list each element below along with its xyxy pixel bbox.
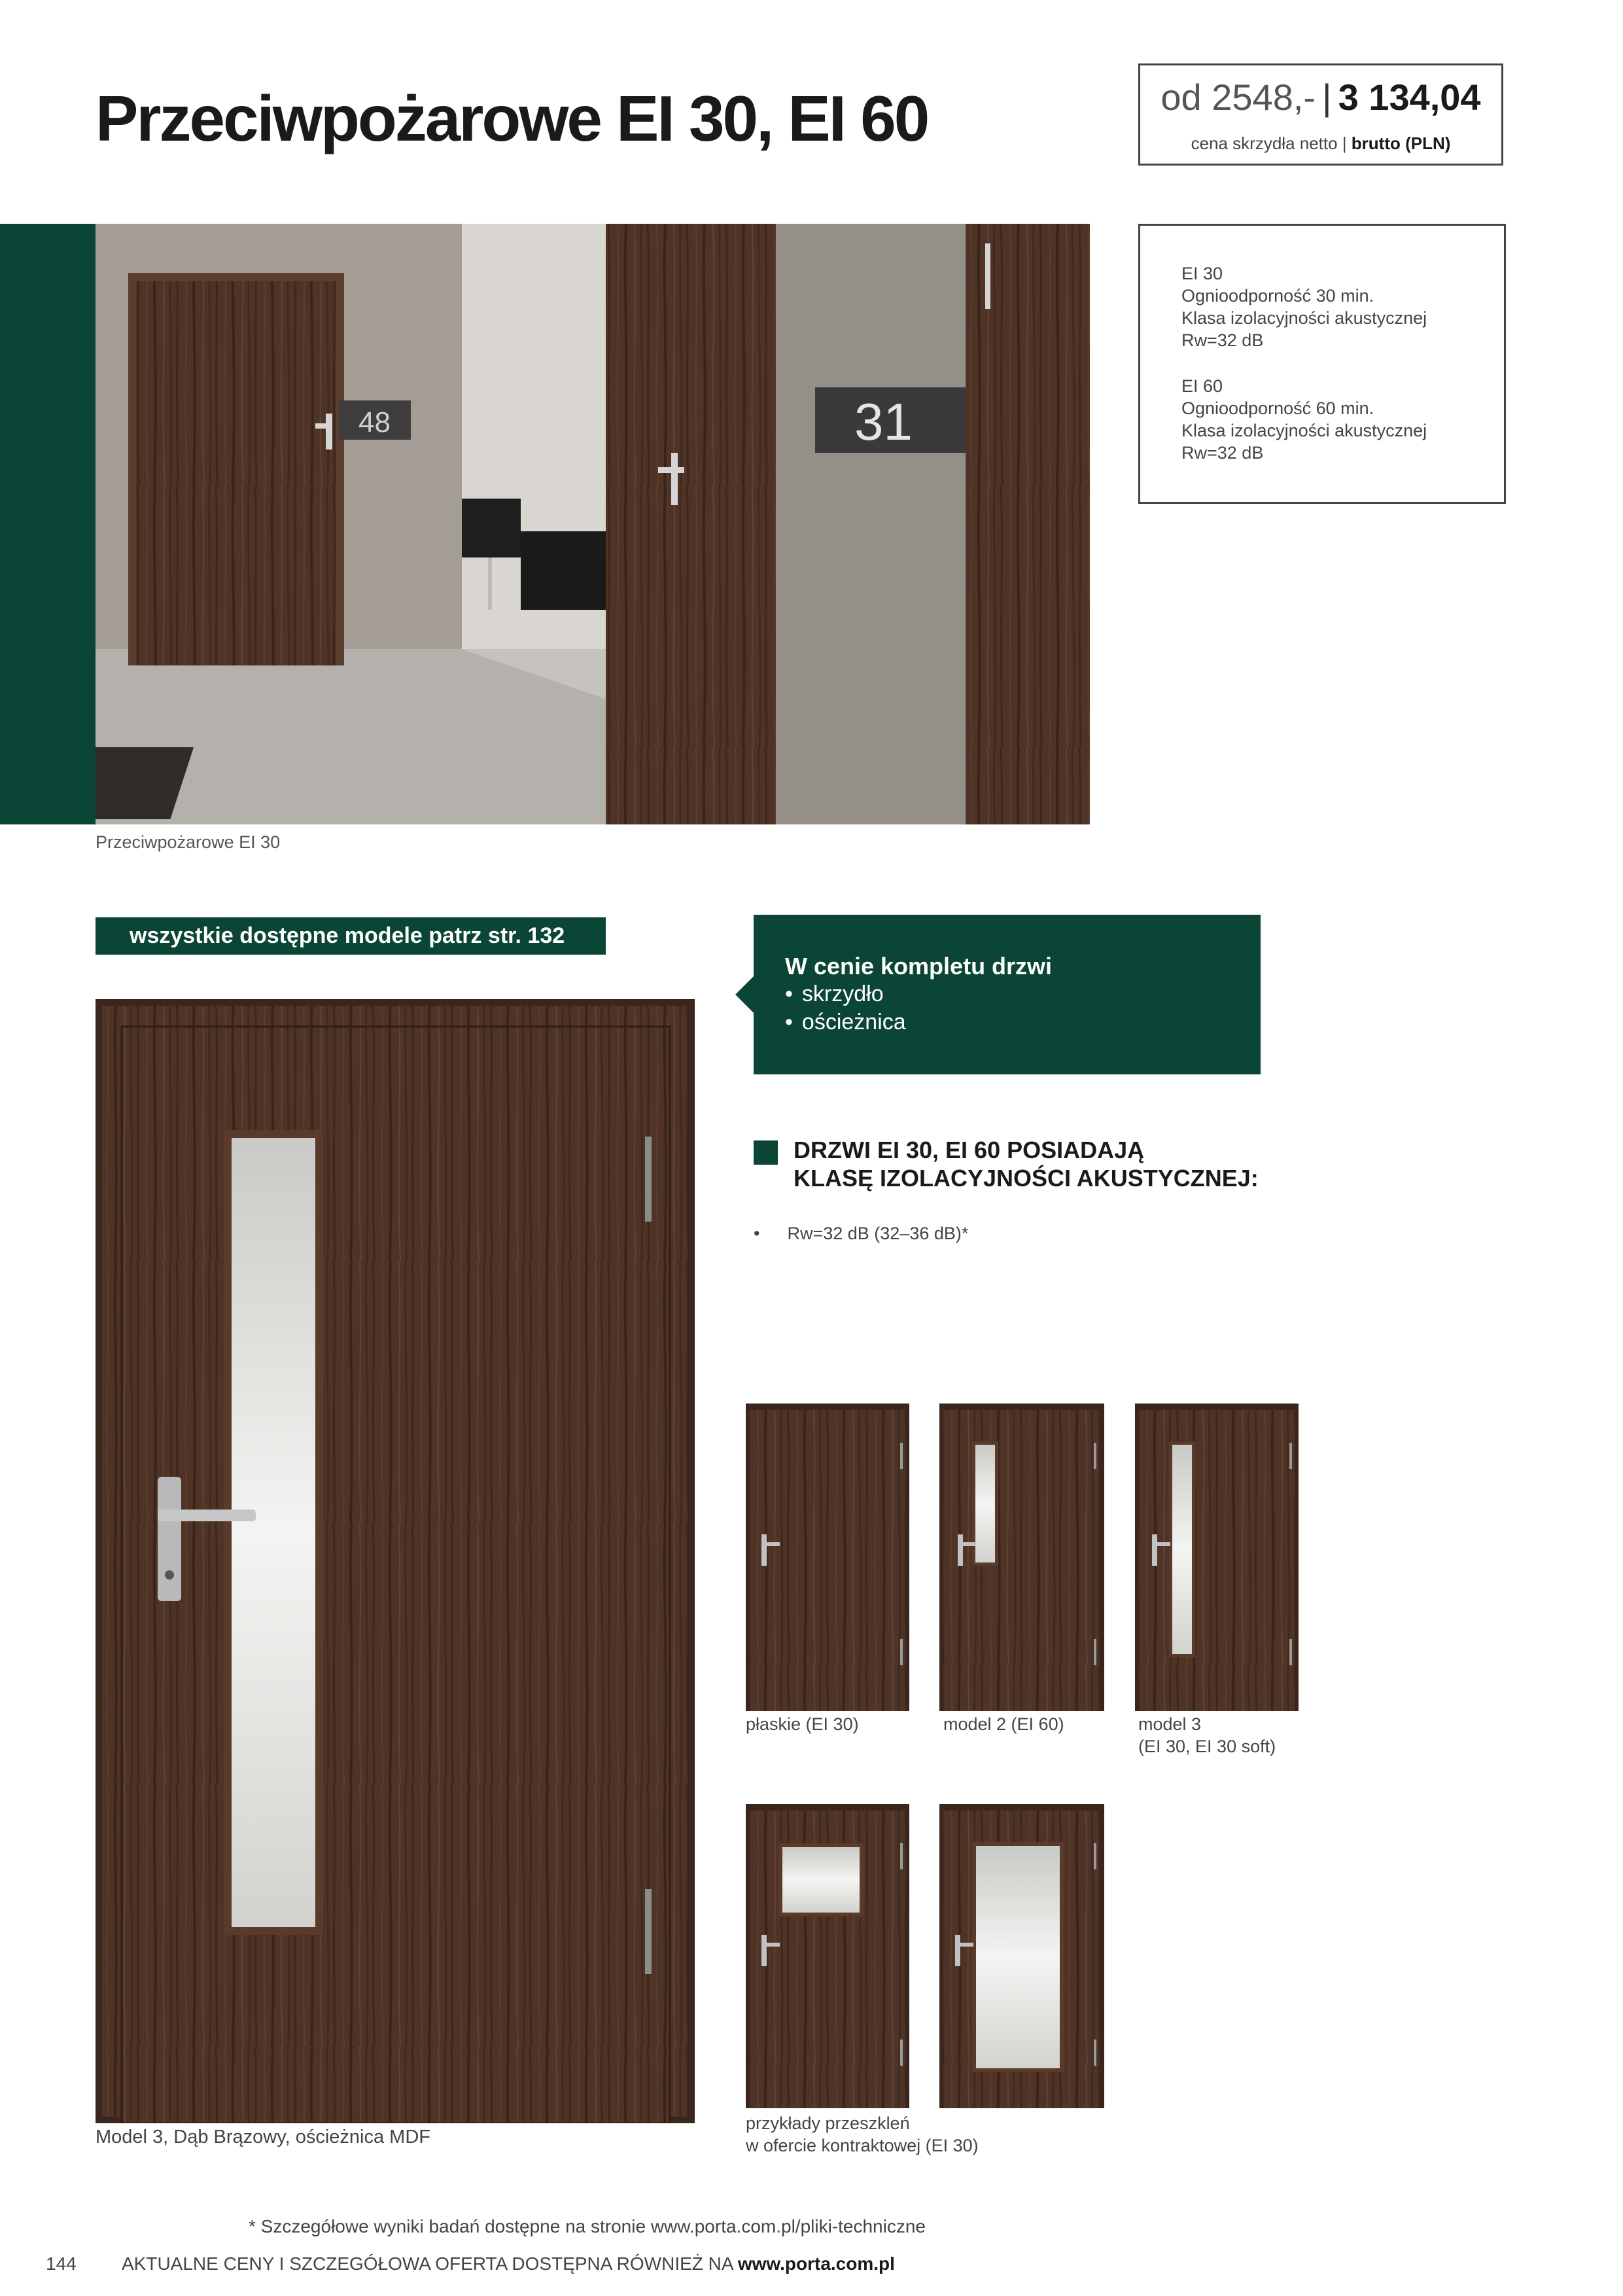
set-item [785, 1010, 906, 1035]
all-models-link[interactable]: wszystkie dostępne modele patrz str. 132 [96, 917, 606, 955]
callout-arrow [735, 976, 754, 1013]
acoustic-title-line: KLASĘ IZOLACYJNOŚCI AKUSTYCZNEJ: [794, 1165, 1259, 1192]
model-caption [943, 1713, 1064, 1735]
model-thumb-2 [939, 1404, 1104, 1714]
acoustic-title [794, 1136, 1259, 1192]
door-contract-2-illustration [939, 1804, 1104, 2108]
contract-caption-line: w ofercie kontraktowej (EI 30) [746, 2136, 979, 2155]
spec-ei30 [1181, 262, 1427, 351]
model-thumb-plaskie [746, 1404, 909, 1714]
model-caption [1138, 1713, 1276, 1757]
spec-line: Rw=32 dB [1181, 443, 1264, 463]
price-separator: | [1322, 77, 1332, 118]
contract-thumb-1 [746, 1804, 909, 2111]
model-caption-line: model 2 (EI 60) [943, 1714, 1064, 1734]
price-line [1140, 76, 1501, 118]
footer-text [122, 2253, 895, 2274]
acoustic-bullet [754, 1224, 968, 1244]
contract-caption-line: przykłady przeszkleń [746, 2113, 910, 2133]
bullet-icon: • [754, 1224, 760, 1243]
price-from: od 2548,- [1161, 77, 1316, 118]
spec-line: Klasa izolacyjności akustycznej [1181, 308, 1427, 328]
spec-line: EI 60 [1181, 376, 1223, 396]
price-label: cena skrzydła netto | brutto (PLN) [1191, 133, 1451, 153]
bullet-icon: • [785, 981, 793, 1006]
model-thumb-3 [1135, 1404, 1299, 1714]
footnote: * Szczegółowe wyniki badań dostępne na stronie www.porta.com.pl/pliki-techniczne [249, 2216, 926, 2236]
footer-note: AKTUALNE CENY I SZCZEGÓŁOWA OFERTA DOSTĘPNA RÓWNIEŻ NA [122, 2253, 733, 2274]
door-model-3-thumb-illustration [1135, 1404, 1299, 1711]
page-title: Przeciwpożarowe EI 30, EI 60 [96, 82, 928, 154]
spec-line: EI 30 [1181, 264, 1223, 283]
hero-illustration [96, 224, 1090, 824]
spec-line: Ognioodporność 30 min. [1181, 286, 1374, 306]
price-label-gross: brutto (PLN) [1351, 133, 1451, 153]
set-item [785, 981, 884, 1007]
acoustic-bullet-text: Rw=32 dB (32–36 dB)* [787, 1224, 969, 1243]
acoustic-title-line: DRZWI EI 30, EI 60 POSIADAJĄ [794, 1137, 1145, 1163]
model-caption [746, 1713, 859, 1735]
room-sign-48: 48 [358, 406, 391, 438]
footer-link[interactable]: www.porta.com.pl [737, 2253, 895, 2274]
model-caption-line: (EI 30, EI 30 soft) [1138, 1737, 1276, 1756]
set-item-label: skrzydło [801, 981, 884, 1006]
set-title: W cenie kompletu drzwi [785, 953, 1053, 980]
price-box [1138, 63, 1503, 166]
price-label-net: cena skrzydła netto [1191, 133, 1338, 153]
big-door-image [96, 999, 695, 2123]
contract-caption [746, 2112, 979, 2157]
section-marker [754, 1140, 778, 1165]
spec-line: Ognioodporność 60 min. [1181, 398, 1374, 418]
page-number: 144 [46, 2253, 77, 2274]
price-gross: 3 134,04 [1338, 77, 1481, 118]
bullet-icon: • [785, 1010, 793, 1034]
spec-box [1138, 224, 1506, 504]
spec-ei60 [1181, 375, 1427, 464]
set-box [754, 915, 1261, 1074]
spec-line: Rw=32 dB [1181, 330, 1264, 350]
set-item-label: ościeżnica [801, 1010, 906, 1034]
brand-band [0, 224, 96, 824]
room-sign-31: 31 [854, 393, 913, 451]
door-plaskie-illustration [746, 1404, 909, 1711]
spec-line: Klasa izolacyjności akustycznej [1181, 421, 1427, 440]
hero-caption: Przeciwpożarowe EI 30 [96, 832, 281, 852]
model-caption-line: model 3 [1138, 1714, 1202, 1734]
big-door-caption: Model 3, Dąb Brązowy, ościeżnica MDF [96, 2127, 430, 2147]
door-model-2-illustration [939, 1404, 1104, 1711]
door-model-3-illustration [96, 999, 695, 2123]
door-contract-1-illustration [746, 1804, 909, 2108]
model-caption-line: płaskie (EI 30) [746, 1714, 859, 1734]
contract-thumb-2 [939, 1804, 1104, 2111]
hero-photo [96, 224, 1090, 824]
